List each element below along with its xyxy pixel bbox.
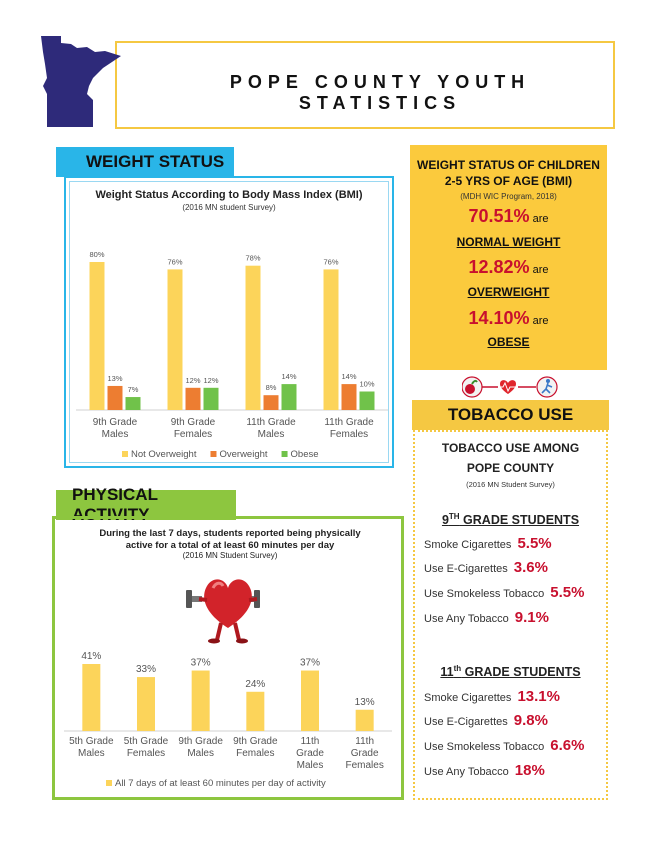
activity-category-label: 11th: [355, 736, 375, 747]
activity-category-label: Females: [126, 748, 166, 759]
grade-ordinal: 11: [440, 665, 454, 680]
stat-percent: 14.10%: [468, 308, 530, 328]
grade11-heading: [413, 664, 608, 679]
g9-smokeless-row: [424, 584, 584, 601]
row-label: Use Any Tobacco: [424, 766, 509, 778]
activity-category-label: 5th Grade: [123, 736, 169, 747]
weight-category-label: 11th Grade: [324, 417, 374, 428]
activity-bar-label: 13%: [354, 696, 375, 708]
activity-category-label: Males: [187, 748, 215, 759]
grade-suffix: TH: [448, 512, 460, 521]
activity-bar: [192, 671, 210, 731]
bmi-card-title: [410, 157, 607, 189]
row-value: 9.8%: [513, 712, 548, 729]
activity-title-line2: active for a total of at least 60 minutes per day: [125, 540, 335, 551]
weight-legend-label: Overweight: [219, 449, 268, 460]
g11-ecig-row: [424, 712, 548, 729]
stat-are: are: [532, 213, 549, 225]
activity-bar: [356, 710, 374, 731]
activity-category-label: Males: [296, 760, 324, 771]
normal-weight-stat: [410, 206, 607, 227]
activity-bar: [301, 671, 319, 731]
activity-category-label: 9th Grade: [178, 736, 223, 747]
activity-category-label: Grade: [350, 748, 379, 759]
weight-bar-label: 13%: [107, 373, 123, 383]
g9-ecig-row: [424, 559, 548, 576]
row-label: Use E-Cigarettes: [424, 563, 508, 575]
obese-stat: [410, 308, 607, 329]
weight-bar-label: 80%: [89, 250, 105, 259]
obese-label: OBESE: [487, 335, 530, 349]
weight-bar-label: 76%: [323, 257, 339, 267]
weight-bar-label: 78%: [245, 253, 261, 263]
weight-bar-label: 76%: [167, 257, 183, 267]
bmi-title-line1: WEIGHT STATUS OF CHILDREN: [417, 158, 600, 172]
row-label: Smoke Cigarettes: [424, 692, 512, 704]
row-label: Use Any Tobacco: [424, 613, 509, 625]
row-value: 13.1%: [517, 688, 560, 705]
overweight-stat: [410, 257, 607, 278]
tobacco-title-line1: TOBACCO USE AMONG: [441, 441, 580, 455]
grade-rest: GRADE STUDENTS: [461, 665, 581, 680]
row-label: Use E-Cigarettes: [424, 716, 508, 728]
g9-any-row: [424, 609, 549, 626]
grade9-heading: [413, 512, 608, 527]
activity-category-label: 9th Grade: [233, 736, 278, 747]
activity-bar-label: 37%: [299, 657, 321, 669]
weight-bar-label: 12%: [185, 375, 201, 385]
g11-smokeless-row: [424, 737, 584, 754]
grade-ordinal: 9: [441, 513, 449, 528]
row-value: 5.5%: [517, 535, 552, 552]
stat-percent: 12.82%: [468, 257, 530, 277]
weight-bar-label: 12%: [203, 375, 219, 385]
activity-category-label: Females: [236, 748, 275, 759]
row-value: 6.6%: [550, 737, 585, 754]
weight-category-label: Males: [257, 429, 285, 440]
normal-weight-label: NORMAL WEIGHT: [456, 235, 561, 249]
overweight-label: OVERWEIGHT: [467, 285, 550, 299]
activity-category-label: Grade: [296, 748, 324, 759]
activity-category-label: Males: [77, 748, 105, 759]
activity-chart-subtitle: (2016 MN Student Survey): [182, 551, 278, 560]
weight-chart-subtitle: (2016 MN student Survey): [182, 203, 276, 212]
weight-category-label: Females: [173, 429, 213, 440]
weight-bar-label: 14%: [341, 372, 357, 382]
activity-title-line1: During the last 7 days, students reported being physically: [99, 528, 361, 539]
activity-category-label: Females: [345, 760, 384, 771]
stat-are: are: [532, 315, 549, 327]
activity-bar-label: 41%: [81, 651, 102, 662]
activity-bar: [82, 664, 100, 731]
activity-category-label: 5th Grade: [69, 736, 114, 747]
bmi-title-line2: 2-5 YRS OF AGE (BMI): [444, 174, 573, 188]
weight-legend-label: Not Overweight: [131, 449, 197, 460]
weight-category-label: 9th Grade: [92, 417, 138, 428]
grade-rest: GRADE STUDENTS: [459, 513, 580, 528]
activity-legend-label: All 7 days of at least 60 minutes per day of activity: [115, 778, 326, 789]
health-icons-icon: [462, 375, 558, 399]
g9-smoke-row: [424, 535, 552, 552]
bmi-card-source: (MDH WIC Program, 2018): [460, 192, 557, 201]
activity-bar: [137, 677, 155, 731]
grade-suffix: th: [453, 664, 462, 673]
g11-any-row: [424, 762, 545, 779]
activity-bar-label: 37%: [190, 657, 211, 669]
tobacco-title-line2: POPE COUNTY: [466, 461, 555, 475]
row-value: 18%: [514, 762, 545, 779]
weight-category-label: Females: [329, 429, 369, 440]
page-title: POPE COUNTY YOUTH STATISTICS: [229, 72, 531, 113]
weight-bar-label: 7%: [127, 385, 139, 395]
weight-category-label: 9th Grade: [170, 417, 216, 428]
weight-chart-title: Weight Status According to Body Mass Index (BMI): [95, 189, 363, 201]
row-value: 9.1%: [514, 609, 549, 626]
stat-are: are: [532, 264, 549, 276]
row-label: Use Smokeless Tobacco: [424, 741, 545, 753]
row-label: Use Smokeless Tobacco: [424, 588, 545, 600]
activity-legend-swatch: [106, 780, 112, 786]
row-value: 3.6%: [513, 559, 548, 576]
activity-bar-label: 24%: [245, 678, 266, 690]
activity-bar: [246, 692, 264, 731]
tobacco-title: [413, 438, 608, 478]
weight-bar-label: 14%: [281, 372, 297, 382]
row-value: 5.5%: [550, 584, 585, 601]
stat-percent: 70.51%: [468, 206, 530, 226]
weight-legend-label: Obese: [290, 449, 319, 460]
activity-bar-label: 33%: [135, 664, 157, 676]
weight-bar-label: 8%: [265, 383, 277, 393]
row-label: Smoke Cigarettes: [424, 539, 512, 551]
weight-category-label: 11th Grade: [246, 417, 296, 428]
tobacco-source: (2016 MN Student Survey): [466, 480, 555, 489]
activity-category-label: 11th: [300, 736, 320, 747]
weight-status-header: WEIGHT STATUS: [56, 147, 234, 177]
weight-bar-label: 10%: [359, 379, 375, 389]
weight-category-label: Males: [101, 429, 129, 440]
tobacco-use-header: TOBACCO USE: [412, 400, 609, 430]
physical-activity-header: PHYSICAL ACTIVITY: [56, 490, 236, 520]
g11-smoke-row: [424, 688, 560, 705]
